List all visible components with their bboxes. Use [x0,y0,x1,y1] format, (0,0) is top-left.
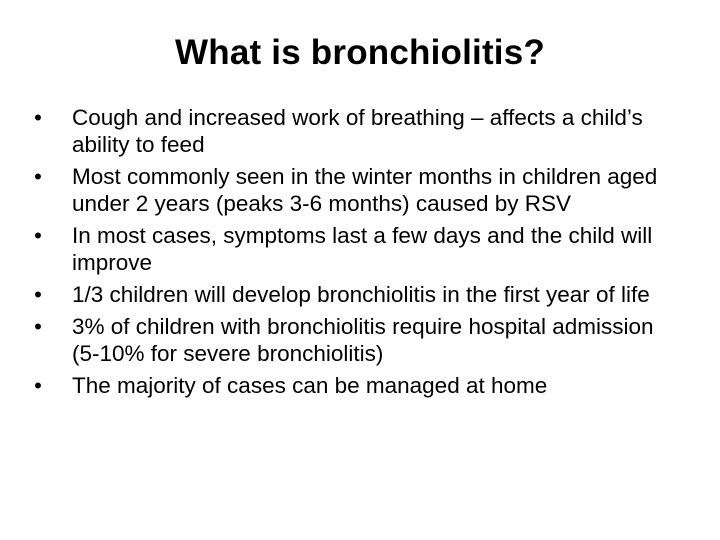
bullet-dot-icon: • [34,105,42,130]
bullet-item [30,281,680,308]
bullet-item [30,372,680,399]
bullet-text: Cough and increased work of breathing – affects a child’s ability to feed [72,105,643,157]
bullet-item [30,104,680,158]
bullet-dot-icon: • [34,282,42,307]
bullet-dot-icon: • [34,314,42,339]
bullet-dot-icon: • [34,223,42,248]
bullet-item [30,163,680,217]
bullet-text: In most cases, symptoms last a few days and the child will improve [72,223,653,275]
bullet-item [30,222,680,276]
bullet-text: 3% of children with bronchiolitis require hospital admission (5-10% for severe bronchiolitis) [72,314,654,366]
bullet-list [30,104,680,404]
bullet-text: 1/3 children will develop bronchiolitis in the first year of life [72,282,650,307]
bullet-text: The majority of cases can be managed at home [72,373,548,398]
bullet-dot-icon: • [34,164,42,189]
bullet-item [30,313,680,367]
slide-title: What is bronchiolitis? [175,33,545,72]
bullet-dot-icon: • [34,373,42,398]
bullet-text: Most commonly seen in the winter months in children aged under 2 years (peaks 3-6 months) caused by RSV [72,164,658,216]
